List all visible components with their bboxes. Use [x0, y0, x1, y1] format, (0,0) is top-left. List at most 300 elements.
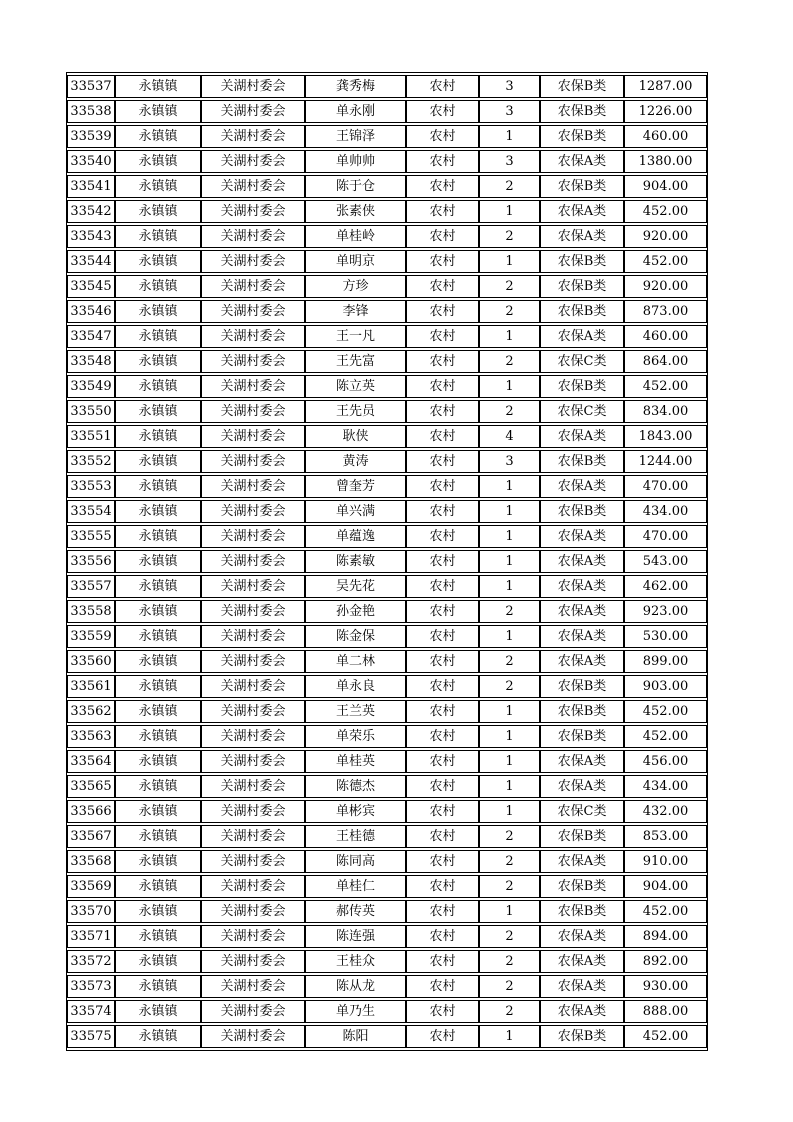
cell-town: 永镇镇: [115, 150, 201, 173]
cell-name: 陈于仓: [305, 175, 406, 198]
cell-household-count: 2: [479, 600, 540, 623]
cell-name: 陈素敏: [305, 550, 406, 573]
cell-insurance-type: 农保C类: [540, 800, 624, 823]
table-row: [67, 725, 707, 748]
cell-insurance-type: 农保B类: [540, 275, 624, 298]
cell-residence: 农村: [406, 275, 479, 298]
cell-household-count: 3: [479, 150, 540, 173]
cell-insurance-type: 农保A类: [540, 775, 624, 798]
cell-id: 33537: [67, 75, 115, 98]
table-row: [67, 250, 707, 273]
table-row: [67, 150, 707, 173]
cell-id: 33555: [67, 525, 115, 548]
cell-id: 33540: [67, 150, 115, 173]
table-row: [67, 775, 707, 798]
cell-name: 单明京: [305, 250, 406, 273]
cell-name: 郝传英: [305, 900, 406, 923]
cell-household-count: 2: [479, 1000, 540, 1023]
cell-insurance-type: 农保A类: [540, 475, 624, 498]
cell-insurance-type: 农保A类: [540, 150, 624, 173]
cell-insurance-type: 农保A类: [540, 650, 624, 673]
cell-amount: 470.00: [624, 475, 707, 498]
cell-name: 孙金艳: [305, 600, 406, 623]
cell-residence: 农村: [406, 100, 479, 123]
cell-household-count: 1: [479, 525, 540, 548]
cell-insurance-type: 农保B类: [540, 500, 624, 523]
cell-residence: 农村: [406, 300, 479, 323]
cell-committee: 关湖村委会: [201, 550, 305, 573]
cell-town: 永镇镇: [115, 800, 201, 823]
cell-id: 33541: [67, 175, 115, 198]
table-row: [67, 550, 707, 573]
cell-residence: 农村: [406, 675, 479, 698]
cell-id: 33539: [67, 125, 115, 148]
cell-committee: 关湖村委会: [201, 425, 305, 448]
cell-id: 33566: [67, 800, 115, 823]
cell-residence: 农村: [406, 525, 479, 548]
cell-amount: 1380.00: [624, 150, 707, 173]
cell-amount: 452.00: [624, 700, 707, 723]
cell-residence: 农村: [406, 625, 479, 648]
cell-committee: 关湖村委会: [201, 975, 305, 998]
cell-id: 33538: [67, 100, 115, 123]
cell-name: 陈连强: [305, 925, 406, 948]
cell-residence: 农村: [406, 125, 479, 148]
cell-household-count: 2: [479, 650, 540, 673]
cell-committee: 关湖村委会: [201, 825, 305, 848]
cell-insurance-type: 农保B类: [540, 375, 624, 398]
cell-amount: 452.00: [624, 200, 707, 223]
cell-amount: 434.00: [624, 775, 707, 798]
cell-household-count: 1: [479, 775, 540, 798]
cell-residence: 农村: [406, 200, 479, 223]
cell-name: 王桂众: [305, 950, 406, 973]
cell-amount: 452.00: [624, 1025, 707, 1048]
cell-household-count: 1: [479, 125, 540, 148]
cell-amount: 899.00: [624, 650, 707, 673]
cell-insurance-type: 农保B类: [540, 75, 624, 98]
cell-name: 单蕴逸: [305, 525, 406, 548]
cell-name: 陈同高: [305, 850, 406, 873]
cell-household-count: 1: [479, 500, 540, 523]
cell-household-count: 2: [479, 850, 540, 873]
cell-insurance-type: 农保A类: [540, 750, 624, 773]
cell-residence: 农村: [406, 725, 479, 748]
cell-residence: 农村: [406, 1000, 479, 1023]
cell-name: 单永良: [305, 675, 406, 698]
cell-id: 33563: [67, 725, 115, 748]
cell-name: 方珍: [305, 275, 406, 298]
cell-household-count: 1: [479, 1025, 540, 1048]
cell-name: 王兰英: [305, 700, 406, 723]
cell-insurance-type: 农保B类: [540, 1025, 624, 1048]
cell-town: 永镇镇: [115, 300, 201, 323]
cell-amount: 853.00: [624, 825, 707, 848]
cell-committee: 关湖村委会: [201, 400, 305, 423]
cell-id: 33552: [67, 450, 115, 473]
cell-insurance-type: 农保A类: [540, 850, 624, 873]
cell-committee: 关湖村委会: [201, 950, 305, 973]
cell-name: 王锦泽: [305, 125, 406, 148]
cell-committee: 关湖村委会: [201, 150, 305, 173]
cell-id: 33573: [67, 975, 115, 998]
cell-id: 33557: [67, 575, 115, 598]
cell-committee: 关湖村委会: [201, 675, 305, 698]
table-row: [67, 350, 707, 373]
cell-town: 永镇镇: [115, 950, 201, 973]
cell-name: 陈立英: [305, 375, 406, 398]
cell-town: 永镇镇: [115, 225, 201, 248]
cell-committee: 关湖村委会: [201, 625, 305, 648]
table-row: [67, 100, 707, 123]
cell-insurance-type: 农保B类: [540, 700, 624, 723]
cell-name: 单乃生: [305, 1000, 406, 1023]
cell-amount: 452.00: [624, 725, 707, 748]
cell-id: 33545: [67, 275, 115, 298]
cell-committee: 关湖村委会: [201, 750, 305, 773]
cell-id: 33542: [67, 200, 115, 223]
cell-id: 33556: [67, 550, 115, 573]
cell-insurance-type: 农保A类: [540, 600, 624, 623]
table-row: [67, 1025, 707, 1048]
cell-residence: 农村: [406, 975, 479, 998]
cell-residence: 农村: [406, 750, 479, 773]
cell-committee: 关湖村委会: [201, 850, 305, 873]
cell-committee: 关湖村委会: [201, 900, 305, 923]
cell-insurance-type: 农保A类: [540, 625, 624, 648]
cell-id: 33565: [67, 775, 115, 798]
cell-committee: 关湖村委会: [201, 275, 305, 298]
cell-town: 永镇镇: [115, 850, 201, 873]
cell-committee: 关湖村委会: [201, 1000, 305, 1023]
cell-town: 永镇镇: [115, 875, 201, 898]
table-row: [67, 225, 707, 248]
cell-residence: 农村: [406, 925, 479, 948]
cell-residence: 农村: [406, 350, 479, 373]
cell-name: 单兴满: [305, 500, 406, 523]
cell-id: 33550: [67, 400, 115, 423]
table-row: [67, 925, 707, 948]
cell-amount: 452.00: [624, 250, 707, 273]
cell-residence: 农村: [406, 600, 479, 623]
table-row: [67, 425, 707, 448]
cell-residence: 农村: [406, 250, 479, 273]
cell-town: 永镇镇: [115, 125, 201, 148]
table-row: [67, 850, 707, 873]
cell-residence: 农村: [406, 375, 479, 398]
table-row: [67, 175, 707, 198]
table-row: [67, 400, 707, 423]
table-row: [67, 475, 707, 498]
cell-id: 33543: [67, 225, 115, 248]
cell-amount: 904.00: [624, 875, 707, 898]
table-row: [67, 625, 707, 648]
cell-committee: 关湖村委会: [201, 500, 305, 523]
cell-household-count: 1: [479, 550, 540, 573]
cell-household-count: 1: [479, 800, 540, 823]
cell-residence: 农村: [406, 500, 479, 523]
cell-amount: 834.00: [624, 400, 707, 423]
cell-id: 33546: [67, 300, 115, 323]
cell-household-count: 1: [479, 200, 540, 223]
cell-name: 单二林: [305, 650, 406, 673]
cell-town: 永镇镇: [115, 350, 201, 373]
cell-name: 单彬宾: [305, 800, 406, 823]
cell-residence: 农村: [406, 1025, 479, 1048]
cell-residence: 农村: [406, 775, 479, 798]
cell-name: 黄涛: [305, 450, 406, 473]
cell-id: 33562: [67, 700, 115, 723]
cell-id: 33548: [67, 350, 115, 373]
cell-id: 33547: [67, 325, 115, 348]
cell-residence: 农村: [406, 825, 479, 848]
cell-committee: 关湖村委会: [201, 225, 305, 248]
cell-amount: 904.00: [624, 175, 707, 198]
cell-amount: 470.00: [624, 525, 707, 548]
cell-id: 33567: [67, 825, 115, 848]
cell-town: 永镇镇: [115, 375, 201, 398]
cell-town: 永镇镇: [115, 475, 201, 498]
cell-insurance-type: 农保A类: [540, 975, 624, 998]
cell-residence: 农村: [406, 700, 479, 723]
cell-amount: 864.00: [624, 350, 707, 373]
cell-id: 33572: [67, 950, 115, 973]
cell-household-count: 2: [479, 975, 540, 998]
cell-town: 永镇镇: [115, 600, 201, 623]
cell-insurance-type: 农保A类: [540, 550, 624, 573]
cell-name: 单帅帅: [305, 150, 406, 173]
cell-residence: 农村: [406, 900, 479, 923]
cell-amount: 920.00: [624, 225, 707, 248]
cell-amount: 456.00: [624, 750, 707, 773]
table-row: [67, 975, 707, 998]
cell-insurance-type: 农保B类: [540, 175, 624, 198]
cell-id: 33575: [67, 1025, 115, 1048]
cell-residence: 农村: [406, 150, 479, 173]
cell-insurance-type: 农保B类: [540, 250, 624, 273]
cell-residence: 农村: [406, 325, 479, 348]
cell-name: 龚秀梅: [305, 75, 406, 98]
cell-town: 永镇镇: [115, 750, 201, 773]
table-row: [67, 800, 707, 823]
cell-insurance-type: 农保A类: [540, 1000, 624, 1023]
cell-household-count: 1: [479, 725, 540, 748]
cell-amount: 930.00: [624, 975, 707, 998]
cell-insurance-type: 农保B类: [540, 300, 624, 323]
cell-household-count: 2: [479, 825, 540, 848]
table-row: [67, 575, 707, 598]
cell-amount: 462.00: [624, 575, 707, 598]
cell-committee: 关湖村委会: [201, 475, 305, 498]
cell-committee: 关湖村委会: [201, 1025, 305, 1048]
cell-insurance-type: 农保C类: [540, 400, 624, 423]
table-row: [67, 450, 707, 473]
cell-committee: 关湖村委会: [201, 650, 305, 673]
cell-town: 永镇镇: [115, 500, 201, 523]
cell-household-count: 2: [479, 275, 540, 298]
cell-name: 王先富: [305, 350, 406, 373]
cell-insurance-type: 农保B类: [540, 675, 624, 698]
cell-name: 王桂德: [305, 825, 406, 848]
cell-id: 33549: [67, 375, 115, 398]
cell-insurance-type: 农保A类: [540, 425, 624, 448]
cell-residence: 农村: [406, 175, 479, 198]
cell-name: 李锋: [305, 300, 406, 323]
cell-committee: 关湖村委会: [201, 775, 305, 798]
cell-id: 33559: [67, 625, 115, 648]
cell-insurance-type: 农保A类: [540, 925, 624, 948]
cell-household-count: 2: [479, 950, 540, 973]
cell-amount: 434.00: [624, 500, 707, 523]
cell-residence: 农村: [406, 450, 479, 473]
cell-insurance-type: 农保B类: [540, 875, 624, 898]
cell-amount: 530.00: [624, 625, 707, 648]
cell-town: 永镇镇: [115, 200, 201, 223]
cell-name: 陈阳: [305, 1025, 406, 1048]
cell-id: 33551: [67, 425, 115, 448]
cell-name: 曾奎芳: [305, 475, 406, 498]
cell-committee: 关湖村委会: [201, 525, 305, 548]
cell-name: 陈从龙: [305, 975, 406, 998]
cell-amount: 888.00: [624, 1000, 707, 1023]
cell-committee: 关湖村委会: [201, 800, 305, 823]
cell-name: 单荣乐: [305, 725, 406, 748]
cell-residence: 农村: [406, 475, 479, 498]
cell-committee: 关湖村委会: [201, 875, 305, 898]
cell-amount: 432.00: [624, 800, 707, 823]
cell-insurance-type: 农保A类: [540, 325, 624, 348]
cell-town: 永镇镇: [115, 525, 201, 548]
cell-amount: 1843.00: [624, 425, 707, 448]
cell-name: 陈德杰: [305, 775, 406, 798]
cell-residence: 农村: [406, 425, 479, 448]
cell-residence: 农村: [406, 550, 479, 573]
cell-household-count: 1: [479, 250, 540, 273]
table-row: [67, 600, 707, 623]
table-row: [67, 675, 707, 698]
cell-amount: 460.00: [624, 125, 707, 148]
cell-household-count: 2: [479, 300, 540, 323]
cell-household-count: 2: [479, 875, 540, 898]
cell-insurance-type: 农保B类: [540, 825, 624, 848]
cell-id: 33558: [67, 600, 115, 623]
cell-committee: 关湖村委会: [201, 375, 305, 398]
cell-committee: 关湖村委会: [201, 700, 305, 723]
cell-name: 单永刚: [305, 100, 406, 123]
table-body: [67, 75, 707, 1048]
cell-residence: 农村: [406, 400, 479, 423]
cell-household-count: 2: [479, 925, 540, 948]
cell-amount: 1244.00: [624, 450, 707, 473]
cell-name: 单桂岭: [305, 225, 406, 248]
cell-household-count: 1: [479, 375, 540, 398]
cell-name: 王一凡: [305, 325, 406, 348]
table-row: [67, 900, 707, 923]
cell-id: 33554: [67, 500, 115, 523]
cell-name: 吴先花: [305, 575, 406, 598]
cell-id: 33570: [67, 900, 115, 923]
cell-household-count: 3: [479, 100, 540, 123]
cell-id: 33574: [67, 1000, 115, 1023]
cell-amount: 923.00: [624, 600, 707, 623]
cell-name: 王先员: [305, 400, 406, 423]
cell-town: 永镇镇: [115, 425, 201, 448]
cell-amount: 452.00: [624, 375, 707, 398]
cell-amount: 1226.00: [624, 100, 707, 123]
cell-insurance-type: 农保A类: [540, 525, 624, 548]
cell-committee: 关湖村委会: [201, 250, 305, 273]
cell-insurance-type: 农保B类: [540, 450, 624, 473]
cell-id: 33561: [67, 675, 115, 698]
cell-insurance-type: 农保A类: [540, 225, 624, 248]
cell-household-count: 3: [479, 75, 540, 98]
cell-town: 永镇镇: [115, 75, 201, 98]
cell-id: 33569: [67, 875, 115, 898]
cell-id: 33560: [67, 650, 115, 673]
cell-amount: 910.00: [624, 850, 707, 873]
cell-town: 永镇镇: [115, 175, 201, 198]
table-row: [67, 125, 707, 148]
cell-residence: 农村: [406, 950, 479, 973]
cell-town: 永镇镇: [115, 975, 201, 998]
cell-name: 耿侠: [305, 425, 406, 448]
cell-amount: 543.00: [624, 550, 707, 573]
cell-id: 33544: [67, 250, 115, 273]
table-row: [67, 300, 707, 323]
cell-committee: 关湖村委会: [201, 100, 305, 123]
cell-insurance-type: 农保A类: [540, 950, 624, 973]
cell-town: 永镇镇: [115, 1000, 201, 1023]
cell-town: 永镇镇: [115, 650, 201, 673]
cell-name: 陈金保: [305, 625, 406, 648]
cell-id: 33553: [67, 475, 115, 498]
cell-amount: 920.00: [624, 275, 707, 298]
cell-insurance-type: 农保C类: [540, 350, 624, 373]
cell-committee: 关湖村委会: [201, 325, 305, 348]
cell-insurance-type: 农保B类: [540, 900, 624, 923]
cell-town: 永镇镇: [115, 925, 201, 948]
cell-insurance-type: 农保A类: [540, 575, 624, 598]
table-row: [67, 1000, 707, 1023]
table-row: [67, 75, 707, 98]
cell-residence: 农村: [406, 225, 479, 248]
cell-insurance-type: 农保B类: [540, 125, 624, 148]
cell-name: 单桂英: [305, 750, 406, 773]
cell-name: 张素侠: [305, 200, 406, 223]
cell-committee: 关湖村委会: [201, 200, 305, 223]
insurance-roster-table: [66, 72, 708, 1051]
cell-town: 永镇镇: [115, 700, 201, 723]
cell-amount: 1287.00: [624, 75, 707, 98]
cell-household-count: 4: [479, 425, 540, 448]
table-row: [67, 200, 707, 223]
cell-town: 永镇镇: [115, 825, 201, 848]
cell-committee: 关湖村委会: [201, 925, 305, 948]
cell-residence: 农村: [406, 800, 479, 823]
cell-town: 永镇镇: [115, 250, 201, 273]
table-row: [67, 950, 707, 973]
table-row: [67, 875, 707, 898]
cell-household-count: 2: [479, 175, 540, 198]
cell-insurance-type: 农保A类: [540, 200, 624, 223]
cell-town: 永镇镇: [115, 775, 201, 798]
cell-committee: 关湖村委会: [201, 175, 305, 198]
cell-town: 永镇镇: [115, 325, 201, 348]
cell-committee: 关湖村委会: [201, 575, 305, 598]
cell-household-count: 1: [479, 575, 540, 598]
cell-id: 33564: [67, 750, 115, 773]
cell-town: 永镇镇: [115, 1025, 201, 1048]
